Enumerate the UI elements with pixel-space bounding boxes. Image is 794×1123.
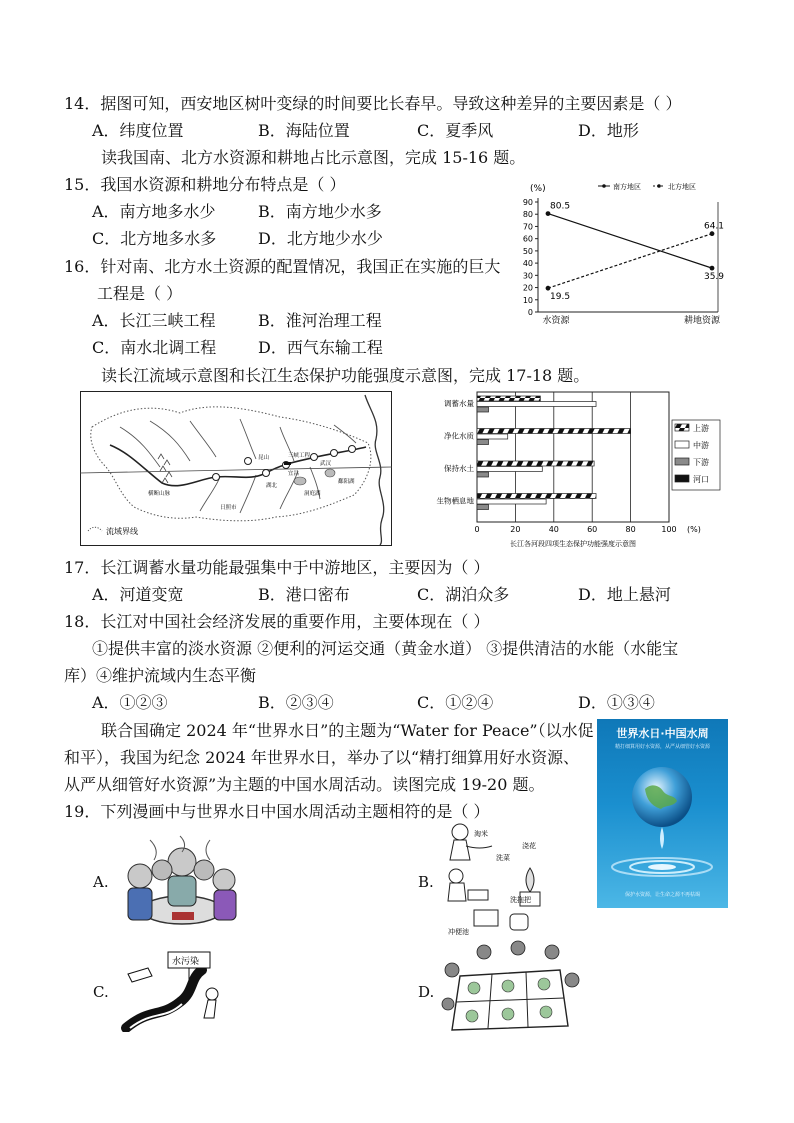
line-chart-ytick-label: 70	[522, 222, 533, 232]
bar-chart-xtick-label: 20	[510, 525, 521, 534]
q19-label-a: A.	[93, 873, 109, 891]
q15-stem: 15．我国水资源和耕地分布特点是（ ）	[64, 175, 346, 194]
water-farmland-line-chart	[518, 180, 728, 325]
bar-chart-xtick-label: 80	[625, 525, 636, 534]
map-label-dongting: 洞庭湖	[304, 491, 321, 497]
q18-stem: 18．长江对中国社会经济发展的重要作用，主要体现在（ ）	[64, 612, 490, 631]
bar-chart-bar	[477, 494, 596, 499]
line-chart-ytick-label: 20	[522, 283, 533, 293]
bar-chart-legend-swatch	[675, 424, 689, 431]
q17-option-d: D．地上悬河	[578, 585, 671, 604]
line-chart-data-label: 19.5	[550, 292, 571, 303]
q15-option-a: A．南方地多水少	[92, 202, 216, 221]
line-chart-legend-south: 南方地区	[613, 183, 641, 191]
q18-option-a: A．①②③	[92, 693, 168, 712]
poster-title: 世界水日·中国水周	[616, 727, 709, 740]
bar-chart-legend-swatch	[675, 441, 689, 448]
comic-d-image	[440, 940, 580, 1040]
line-chart-data-label: 35.9	[703, 272, 725, 283]
line-chart-legend-north: 北方地区	[668, 183, 696, 191]
q18-option-b: B．②③④	[258, 693, 334, 712]
line-chart-ytick-label: 80	[522, 210, 533, 220]
q17-option-a: A．河道变宽	[92, 585, 184, 604]
q18-option-c: C．①②④	[417, 693, 494, 712]
bar-chart-x-unit: (%)	[687, 525, 701, 534]
q17-option-c: C．湖泊众多	[417, 585, 510, 604]
q17-option-b: B．港口密布	[258, 585, 350, 604]
comic-c-sign-text: 水污染	[172, 957, 200, 967]
q19-label-b: B.	[418, 873, 434, 891]
poster-art	[597, 719, 728, 908]
comic-b-image	[440, 818, 560, 936]
q16-option-d: D．西气东输工程	[258, 338, 383, 357]
intro-15-16: 读我国南、北方水资源和耕地占比示意图，完成 15-16 题。	[101, 148, 526, 167]
line-chart-series-south	[548, 214, 712, 269]
q18-line2: 库）④维护流域内生态平衡	[64, 666, 257, 685]
world-water-day-poster	[597, 719, 728, 908]
comic-b-text-jiaohua: 浇花	[522, 842, 536, 850]
line-chart-point	[710, 266, 715, 271]
q16-option-c: C．南水北调工程	[92, 338, 217, 357]
bar-chart-title: 长江各河段四项生态保护功能强度示意图	[510, 540, 636, 548]
poyang-lake	[325, 469, 335, 477]
line-chart-ytick-label: 30	[522, 271, 533, 281]
intro-19-20-line3: 从严从细管好水资源”为主题的中国水周活动。读图完成 19-20 题。	[64, 775, 545, 794]
eco-function-bar-chart	[425, 388, 735, 550]
q15-option-d: D．北方地少水少	[258, 229, 383, 248]
intro-19-20-line1: 联合国确定 2024 年“世界水日”的主题为“Water for Peace”（以水促	[101, 721, 594, 740]
map-legend-label: 流域界线	[106, 527, 138, 536]
map-label-kunshan: 昆山	[258, 455, 270, 461]
map-label-rizhao: 日照市	[220, 505, 237, 511]
bar-chart-bar	[477, 407, 489, 412]
bar-chart-category-label: 调蓄水量	[444, 399, 474, 408]
q14-option-c: C．夏季风	[417, 121, 494, 140]
map-label-poyang: 鄱阳湖	[338, 479, 355, 485]
bar-chart-bar	[477, 467, 542, 472]
bar-chart-xtick-label: 40	[548, 525, 559, 534]
bar-chart-bar	[477, 440, 489, 445]
comic-b-text-xicai: 洗菜	[496, 854, 510, 862]
bar-chart-bar	[477, 461, 594, 466]
bar-chart-xtick-label: 0	[474, 525, 480, 534]
line-chart-data-label: 64.1	[703, 221, 725, 232]
bar-chart-legend-swatch	[675, 458, 689, 465]
bar-chart-legend-label: 下游	[693, 458, 709, 467]
q18-line1: ①提供丰富的淡水资源 ②便利的河运交通（黄金水道） ③提供清洁的水能（水能宝	[92, 639, 679, 658]
line-chart-legend-north-dot	[657, 184, 661, 188]
bar-chart-bar	[477, 505, 489, 510]
q19-label-d: D.	[418, 983, 435, 1001]
q14-option-d: D．地形	[578, 121, 639, 140]
bar-chart-legend-label: 中游	[693, 441, 709, 450]
bar-chart-category-label: 生物栖息地	[436, 496, 474, 506]
line-chart-point	[546, 286, 551, 291]
q14-stem: 14．据图可知，西安地区树叶变绿的时间要比长春早。导致这种差异的主要因素是（ ）	[64, 94, 682, 113]
map-label-wuhan: 武汉	[320, 461, 332, 467]
q14-option-a: A．纬度位置	[92, 121, 184, 140]
bar-chart-legend-swatch	[675, 475, 689, 482]
bar-chart-category-label: 保持水土	[444, 464, 474, 473]
comic-b-text-chongbianchi: 冲便池	[448, 928, 469, 936]
intro-17-18: 读长江流域示意图和长江生态保护功能强度示意图，完成 17-18 题。	[101, 366, 590, 385]
line-chart-ytick-label: 10	[522, 295, 533, 305]
q15-option-c: C．北方地多水多	[92, 229, 217, 248]
map-label-hubei: 湖北	[266, 483, 278, 489]
line-chart-ytick-label: 50	[522, 246, 533, 256]
map-label-hengduan: 横断山脉	[148, 491, 171, 497]
line-chart-series-north	[548, 234, 712, 289]
q16-stem-line2: 工程是（ ）	[97, 284, 183, 303]
yangtze-basin-map	[80, 391, 392, 546]
q19-label-c: C.	[93, 983, 109, 1001]
comic-b-text-xituoba: 洗拖把	[510, 896, 531, 904]
q17-stem: 17．长江调蓄水量功能最强集中于中游地区，主要因为（ ）	[64, 558, 490, 577]
line-chart-legend-south-dot	[602, 184, 606, 188]
line-chart-point	[710, 231, 715, 236]
bar-chart-category-label: 净化水质	[444, 431, 474, 441]
comic-b-text-taomi: 淘米	[474, 830, 488, 838]
line-chart-point	[546, 211, 551, 216]
bar-chart-xtick-label: 60	[587, 525, 598, 534]
bar-chart-bar	[477, 499, 546, 504]
map-label-three-gorges: 三峡工程	[288, 453, 311, 459]
q19-stem: 19．下列漫画中与世界水日中国水周活动主题相符的是（ ）	[64, 802, 490, 821]
three-gorges-dam	[284, 462, 291, 465]
q18-option-d: D．①③④	[578, 693, 655, 712]
line-chart-xtick-label: 水资源	[542, 316, 570, 325]
line-chart-xtick-label: 耕地资源	[683, 316, 721, 325]
q16-option-b: B．淮河治理工程	[258, 311, 382, 330]
intro-19-20-line2: 和平），我国为纪念 2024 年世界水日，举办了以“精打细算用好水资源、	[64, 748, 580, 767]
line-chart-data-label: 80.5	[550, 201, 571, 212]
q16-stem-line1: 16．针对南、北方水土资源的配置情况，我国正在实施的巨大	[64, 257, 501, 276]
bar-chart-bar	[477, 434, 508, 439]
bar-chart-bar	[477, 472, 489, 477]
bar-chart-bar	[477, 402, 596, 407]
poster-footer: 保护水资源，让生命之源不再枯竭	[624, 892, 700, 898]
q16-option-a: A．长江三峡工程	[92, 311, 216, 330]
line-chart-ytick-label: 40	[522, 259, 533, 269]
water-drop-icon	[660, 827, 664, 849]
bar-chart-legend-label: 上游	[693, 424, 709, 433]
bar-chart-bar	[477, 396, 540, 401]
line-chart-ytick-label: 0	[527, 308, 533, 317]
bar-chart-bar	[477, 429, 631, 434]
map-label-yichang: 宜昌	[288, 471, 300, 477]
comic-a-image	[120, 832, 245, 927]
q15-option-b: B．南方地少水多	[258, 202, 382, 221]
dongting-lake	[294, 477, 306, 485]
line-chart-ytick-label: 60	[522, 234, 533, 244]
bar-chart-xtick-label: 100	[661, 525, 677, 534]
q14-option-b: B．海陆位置	[258, 121, 350, 140]
comic-c-image	[120, 948, 230, 1032]
line-chart-ytick-label: 90	[522, 198, 533, 207]
bar-chart-legend-label: 河口	[693, 475, 709, 484]
line-chart-ylabel: (%)	[530, 184, 546, 194]
poster-subtitle: 精打细算用好水资源，从严从细管好水资源	[614, 744, 710, 750]
